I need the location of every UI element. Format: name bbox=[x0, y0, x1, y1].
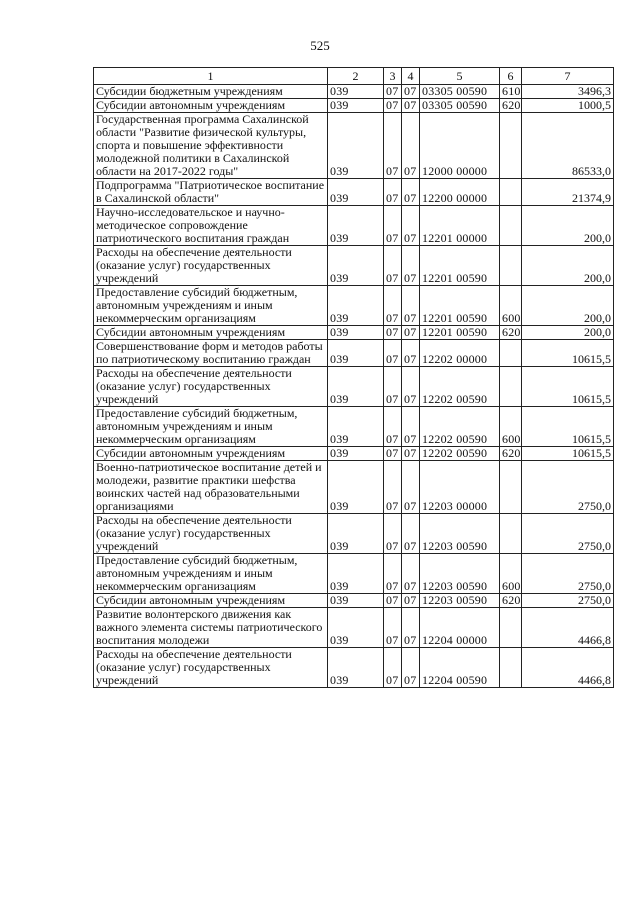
amount-cell: 2750,0 bbox=[522, 554, 614, 594]
section-code-cell: 07 bbox=[384, 554, 402, 594]
page-number: 525 bbox=[310, 38, 330, 53]
table-header-row bbox=[94, 68, 614, 85]
amount-cell: 200,0 bbox=[522, 326, 614, 340]
table-row bbox=[94, 340, 614, 367]
subsection-code-cell: 07 bbox=[402, 179, 420, 206]
expense-type-cell: 620 bbox=[500, 326, 522, 340]
ministry-code-cell: 039 bbox=[328, 113, 384, 179]
expense-name-cell: Субсидии бюджетным учреждениям bbox=[94, 85, 328, 99]
subsection-code-cell: 07 bbox=[402, 461, 420, 514]
target-article-cell: 12202 00590 bbox=[420, 407, 500, 447]
table-row bbox=[94, 179, 614, 206]
amount-cell: 2750,0 bbox=[522, 514, 614, 554]
target-article-cell: 12201 00590 bbox=[420, 286, 500, 326]
table-row bbox=[94, 608, 614, 648]
subsection-code-cell: 07 bbox=[402, 286, 420, 326]
expense-name-cell: Научно-исследовательское и научно-методическое сопровождение патриотического воспитания граждан bbox=[94, 206, 328, 246]
expense-type-cell: 600 bbox=[500, 407, 522, 447]
table-row bbox=[94, 206, 614, 246]
target-article-cell: 12201 00000 bbox=[420, 206, 500, 246]
section-code-cell: 07 bbox=[384, 246, 402, 286]
ministry-code-cell: 039 bbox=[328, 179, 384, 206]
target-article-cell: 12202 00000 bbox=[420, 340, 500, 367]
target-article-cell: 03305 00590 bbox=[420, 99, 500, 113]
amount-cell: 1000,5 bbox=[522, 99, 614, 113]
target-article-cell: 12203 00000 bbox=[420, 461, 500, 514]
table-row bbox=[94, 99, 614, 113]
subsection-code-cell: 07 bbox=[402, 554, 420, 594]
subsection-code-cell: 07 bbox=[402, 99, 420, 113]
subsection-code-cell: 07 bbox=[402, 514, 420, 554]
expense-type-cell bbox=[500, 367, 522, 407]
section-code-cell: 07 bbox=[384, 206, 402, 246]
ministry-code-cell: 039 bbox=[328, 326, 384, 340]
expense-type-cell bbox=[500, 179, 522, 206]
ministry-code-cell: 039 bbox=[328, 608, 384, 648]
section-code-cell: 07 bbox=[384, 514, 402, 554]
expense-name-cell: Государственная программа Сахалинской области "Развитие физической культуры, спорта и повышение эффективности молодежной политики в Сахалинской области на 2017-2022 годы" bbox=[94, 113, 328, 179]
expense-name-cell: Военно-патриотическое воспитание детей и молодежи, развитие практики шефства воинских частей над образовательными организациями bbox=[94, 461, 328, 514]
section-code-cell: 07 bbox=[384, 179, 402, 206]
table-row bbox=[94, 113, 614, 179]
table-row bbox=[94, 554, 614, 594]
section-code-cell: 07 bbox=[384, 326, 402, 340]
section-code-cell: 07 bbox=[384, 447, 402, 461]
expense-type-cell bbox=[500, 461, 522, 514]
target-article-cell: 12204 00000 bbox=[420, 608, 500, 648]
column-header: 3 bbox=[384, 68, 402, 85]
section-code-cell: 07 bbox=[384, 99, 402, 113]
amount-cell: 2750,0 bbox=[522, 461, 614, 514]
expense-name-cell: Предоставление субсидий бюджетным, автономным учреждениям и иным некоммерческим организациям bbox=[94, 407, 328, 447]
expense-name-cell: Развитие волонтерского движения как важного элемента системы патриотического воспитания молодежи bbox=[94, 608, 328, 648]
target-article-cell: 12000 00000 bbox=[420, 113, 500, 179]
section-code-cell: 07 bbox=[384, 594, 402, 608]
table-row bbox=[94, 447, 614, 461]
table-row bbox=[94, 407, 614, 447]
target-article-cell: 12203 00590 bbox=[420, 514, 500, 554]
subsection-code-cell: 07 bbox=[402, 326, 420, 340]
column-header: 1 bbox=[94, 68, 328, 85]
subsection-code-cell: 07 bbox=[402, 340, 420, 367]
ministry-code-cell: 039 bbox=[328, 461, 384, 514]
column-header: 4 bbox=[402, 68, 420, 85]
amount-cell: 10615,5 bbox=[522, 407, 614, 447]
expense-name-cell: Расходы на обеспечение деятельности (оказание услуг) государственных учреждений bbox=[94, 648, 328, 688]
expense-type-cell bbox=[500, 340, 522, 367]
ministry-code-cell: 039 bbox=[328, 99, 384, 113]
amount-cell: 10615,5 bbox=[522, 447, 614, 461]
expense-name-cell: Предоставление субсидий бюджетным, автономным учреждениям и иным некоммерческим организациям bbox=[94, 286, 328, 326]
expense-type-cell bbox=[500, 514, 522, 554]
ministry-code-cell: 039 bbox=[328, 246, 384, 286]
target-article-cell: 12203 00590 bbox=[420, 594, 500, 608]
amount-cell: 200,0 bbox=[522, 246, 614, 286]
section-code-cell: 07 bbox=[384, 461, 402, 514]
subsection-code-cell: 07 bbox=[402, 367, 420, 407]
target-article-cell: 12204 00590 bbox=[420, 648, 500, 688]
ministry-code-cell: 039 bbox=[328, 594, 384, 608]
subsection-code-cell: 07 bbox=[402, 608, 420, 648]
expense-name-cell: Субсидии автономным учреждениям bbox=[94, 326, 328, 340]
subsection-code-cell: 07 bbox=[402, 85, 420, 99]
expense-name-cell: Субсидии автономным учреждениям bbox=[94, 99, 328, 113]
subsection-code-cell: 07 bbox=[402, 206, 420, 246]
subsection-code-cell: 07 bbox=[402, 447, 420, 461]
ministry-code-cell: 039 bbox=[328, 447, 384, 461]
target-article-cell: 12200 00000 bbox=[420, 179, 500, 206]
expense-type-cell bbox=[500, 246, 522, 286]
table-row bbox=[94, 594, 614, 608]
amount-cell: 10615,5 bbox=[522, 340, 614, 367]
table-row bbox=[94, 367, 614, 407]
expense-type-cell bbox=[500, 206, 522, 246]
expense-name-cell: Предоставление субсидий бюджетным, автономным учреждениям и иным некоммерческим организациям bbox=[94, 554, 328, 594]
amount-cell: 21374,9 bbox=[522, 179, 614, 206]
amount-cell: 4466,8 bbox=[522, 608, 614, 648]
expense-type-cell: 610 bbox=[500, 85, 522, 99]
subsection-code-cell: 07 bbox=[402, 594, 420, 608]
target-article-cell: 12201 00590 bbox=[420, 246, 500, 286]
subsection-code-cell: 07 bbox=[402, 648, 420, 688]
section-code-cell: 07 bbox=[384, 608, 402, 648]
amount-cell: 200,0 bbox=[522, 206, 614, 246]
ministry-code-cell: 039 bbox=[328, 206, 384, 246]
expense-name-cell: Субсидии автономным учреждениям bbox=[94, 447, 328, 461]
ministry-code-cell: 039 bbox=[328, 554, 384, 594]
expense-type-cell: 620 bbox=[500, 447, 522, 461]
ministry-code-cell: 039 bbox=[328, 648, 384, 688]
expense-type-cell: 600 bbox=[500, 554, 522, 594]
expense-name-cell: Расходы на обеспечение деятельности (оказание услуг) государственных учреждений bbox=[94, 246, 328, 286]
expense-name-cell: Совершенствование форм и методов работы по патриотическому воспитанию граждан bbox=[94, 340, 328, 367]
amount-cell: 4466,8 bbox=[522, 648, 614, 688]
table-row bbox=[94, 85, 614, 99]
table-row bbox=[94, 514, 614, 554]
section-code-cell: 07 bbox=[384, 85, 402, 99]
section-code-cell: 07 bbox=[384, 340, 402, 367]
ministry-code-cell: 039 bbox=[328, 514, 384, 554]
target-article-cell: 12202 00590 bbox=[420, 367, 500, 407]
table-row bbox=[94, 461, 614, 514]
table-row bbox=[94, 286, 614, 326]
section-code-cell: 07 bbox=[384, 407, 402, 447]
column-header: 2 bbox=[328, 68, 384, 85]
expense-type-cell bbox=[500, 648, 522, 688]
target-article-cell: 12203 00590 bbox=[420, 554, 500, 594]
amount-cell: 200,0 bbox=[522, 286, 614, 326]
target-article-cell: 12202 00590 bbox=[420, 447, 500, 461]
section-code-cell: 07 bbox=[384, 648, 402, 688]
expense-type-cell: 620 bbox=[500, 594, 522, 608]
expense-type-cell bbox=[500, 608, 522, 648]
column-header: 7 bbox=[522, 68, 614, 85]
target-article-cell: 03305 00590 bbox=[420, 85, 500, 99]
section-code-cell: 07 bbox=[384, 367, 402, 407]
expense-type-cell: 600 bbox=[500, 286, 522, 326]
table-row bbox=[94, 246, 614, 286]
ministry-code-cell: 039 bbox=[328, 286, 384, 326]
section-code-cell: 07 bbox=[384, 286, 402, 326]
subsection-code-cell: 07 bbox=[402, 113, 420, 179]
column-header: 6 bbox=[500, 68, 522, 85]
ministry-code-cell: 039 bbox=[328, 407, 384, 447]
subsection-code-cell: 07 bbox=[402, 407, 420, 447]
budget-table bbox=[93, 67, 614, 688]
expense-name-cell: Подпрограмма "Патриотическое воспитание в Сахалинской области" bbox=[94, 179, 328, 206]
section-code-cell: 07 bbox=[384, 113, 402, 179]
ministry-code-cell: 039 bbox=[328, 367, 384, 407]
expense-name-cell: Расходы на обеспечение деятельности (оказание услуг) государственных учреждений bbox=[94, 514, 328, 554]
table-row bbox=[94, 326, 614, 340]
amount-cell: 2750,0 bbox=[522, 594, 614, 608]
expense-type-cell: 620 bbox=[500, 99, 522, 113]
amount-cell: 3496,3 bbox=[522, 85, 614, 99]
ministry-code-cell: 039 bbox=[328, 340, 384, 367]
table-row bbox=[94, 648, 614, 688]
subsection-code-cell: 07 bbox=[402, 246, 420, 286]
column-header: 5 bbox=[420, 68, 500, 85]
ministry-code-cell: 039 bbox=[328, 85, 384, 99]
expense-name-cell: Расходы на обеспечение деятельности (оказание услуг) государственных учреждений bbox=[94, 367, 328, 407]
amount-cell: 10615,5 bbox=[522, 367, 614, 407]
target-article-cell: 12201 00590 bbox=[420, 326, 500, 340]
amount-cell: 86533,0 bbox=[522, 113, 614, 179]
expense-type-cell bbox=[500, 113, 522, 179]
expense-name-cell: Субсидии автономным учреждениям bbox=[94, 594, 328, 608]
